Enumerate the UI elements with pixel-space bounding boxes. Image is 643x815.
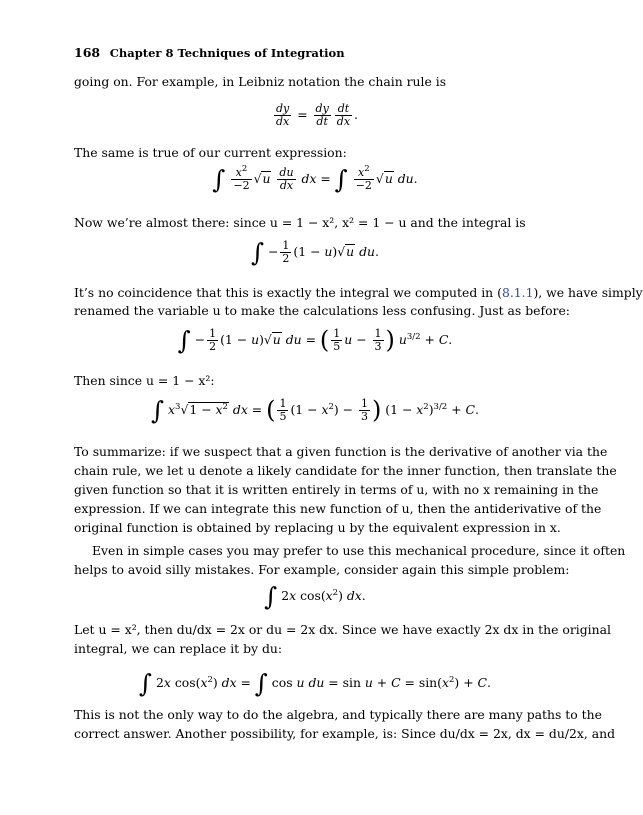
equation-antiderivative-u: ∫ − $\frac{1}{2}$ (1 − u)√u du = ( $\frac{1}{5}$ u − $\frac{1}{3}$ ) $u^{3/2} + C$. (177, 326, 453, 355)
paragraph-line: going on. For example, in Leibniz notation the chain rule is (74, 74, 447, 89)
paragraph-line: To summarize: if we suspect that a given function is the derivative of another via the (74, 444, 608, 459)
paragraph-line: correct answer. Another possibility, for example, is: Since du/dx = 2x, dx = du/2x, and (74, 726, 616, 741)
paragraph-line: helps to avoid silly mistakes. For example, consider again this simple problem: (74, 562, 570, 577)
paragraph-line: Now we’re almost there: since u = 1 − x², x² = 1 − u and the integral is (74, 215, 526, 230)
paragraph-line: renamed the variable u to make the calculations less confusing. Just as before: (74, 303, 570, 318)
running-header (74, 45, 345, 60)
paragraph-line: It’s no coincidence that this is exactly the integral we computed in (8.1.1), we have simply (74, 285, 643, 300)
page-number: 168 (74, 45, 101, 60)
paragraph-line: expression. If we can integrate this new function of u, then the antiderivative of the (74, 501, 602, 516)
chapter-title: Chapter 8 Techniques of Integration (109, 46, 345, 60)
equation-chain-rule: $\frac{dy}{dx}$ = $\frac{dy}{dt}$ $\frac{dt}{dx}$ . (276, 102, 358, 128)
equation-cosine-integral: ∫ 2x $\cos(x^2)$ dx = ∫ cos u du = $\sin u + C = \sin(x^2) + C$. (139, 669, 491, 698)
paragraph-line: Even in simple cases you may prefer to use this mechanical procedure, since it often (92, 543, 626, 558)
paragraph-line: original function is obtained by replacing u by the equivalent expression in x. (74, 520, 561, 535)
equation-antiderivative-x: ∫ $x^3√1 - x^2$ dx = ( $\frac{1}{5}$ $(1 - x^2)$ − $\frac{1}{3}$ ) $(1 - x^2)^{3/2} + C$. (151, 396, 479, 425)
paragraph-line: Then since u = 1 − x²: (74, 373, 215, 388)
paragraph-line: given function so that it is written entirely in terms of u, with no x remaining in the (74, 482, 599, 497)
equation-reference-link[interactable]: 8.1.1 (501, 285, 534, 300)
equation-integral-u: ∫ − $\frac{1}{2}$ (1 − u)√u du. (251, 238, 379, 267)
paragraph-line: integral, we can replace it by du: (74, 641, 283, 656)
equation-simple-problem: ∫ 2x $\cos(x^2)$ dx. (264, 582, 366, 611)
paragraph-line: chain rule, we let u denote a likely candidate for the inner function, then translate the (74, 463, 617, 478)
paragraph-line: This is not the only way to do the algebra, and typically there are many paths to the (74, 707, 602, 722)
paragraph-line: The same is true of our current expression: (74, 145, 347, 160)
paragraph-line: Let u = x², then du/dx = 2x or du = 2x dx. Since we have exactly 2x dx in the original (74, 622, 611, 637)
equation-substitution-1: ∫ $\frac{x^2}{-2}$ √u $\frac{du}{dx}$ dx = ∫ $\frac{x^2}{-2}$ √u du. (212, 164, 418, 194)
